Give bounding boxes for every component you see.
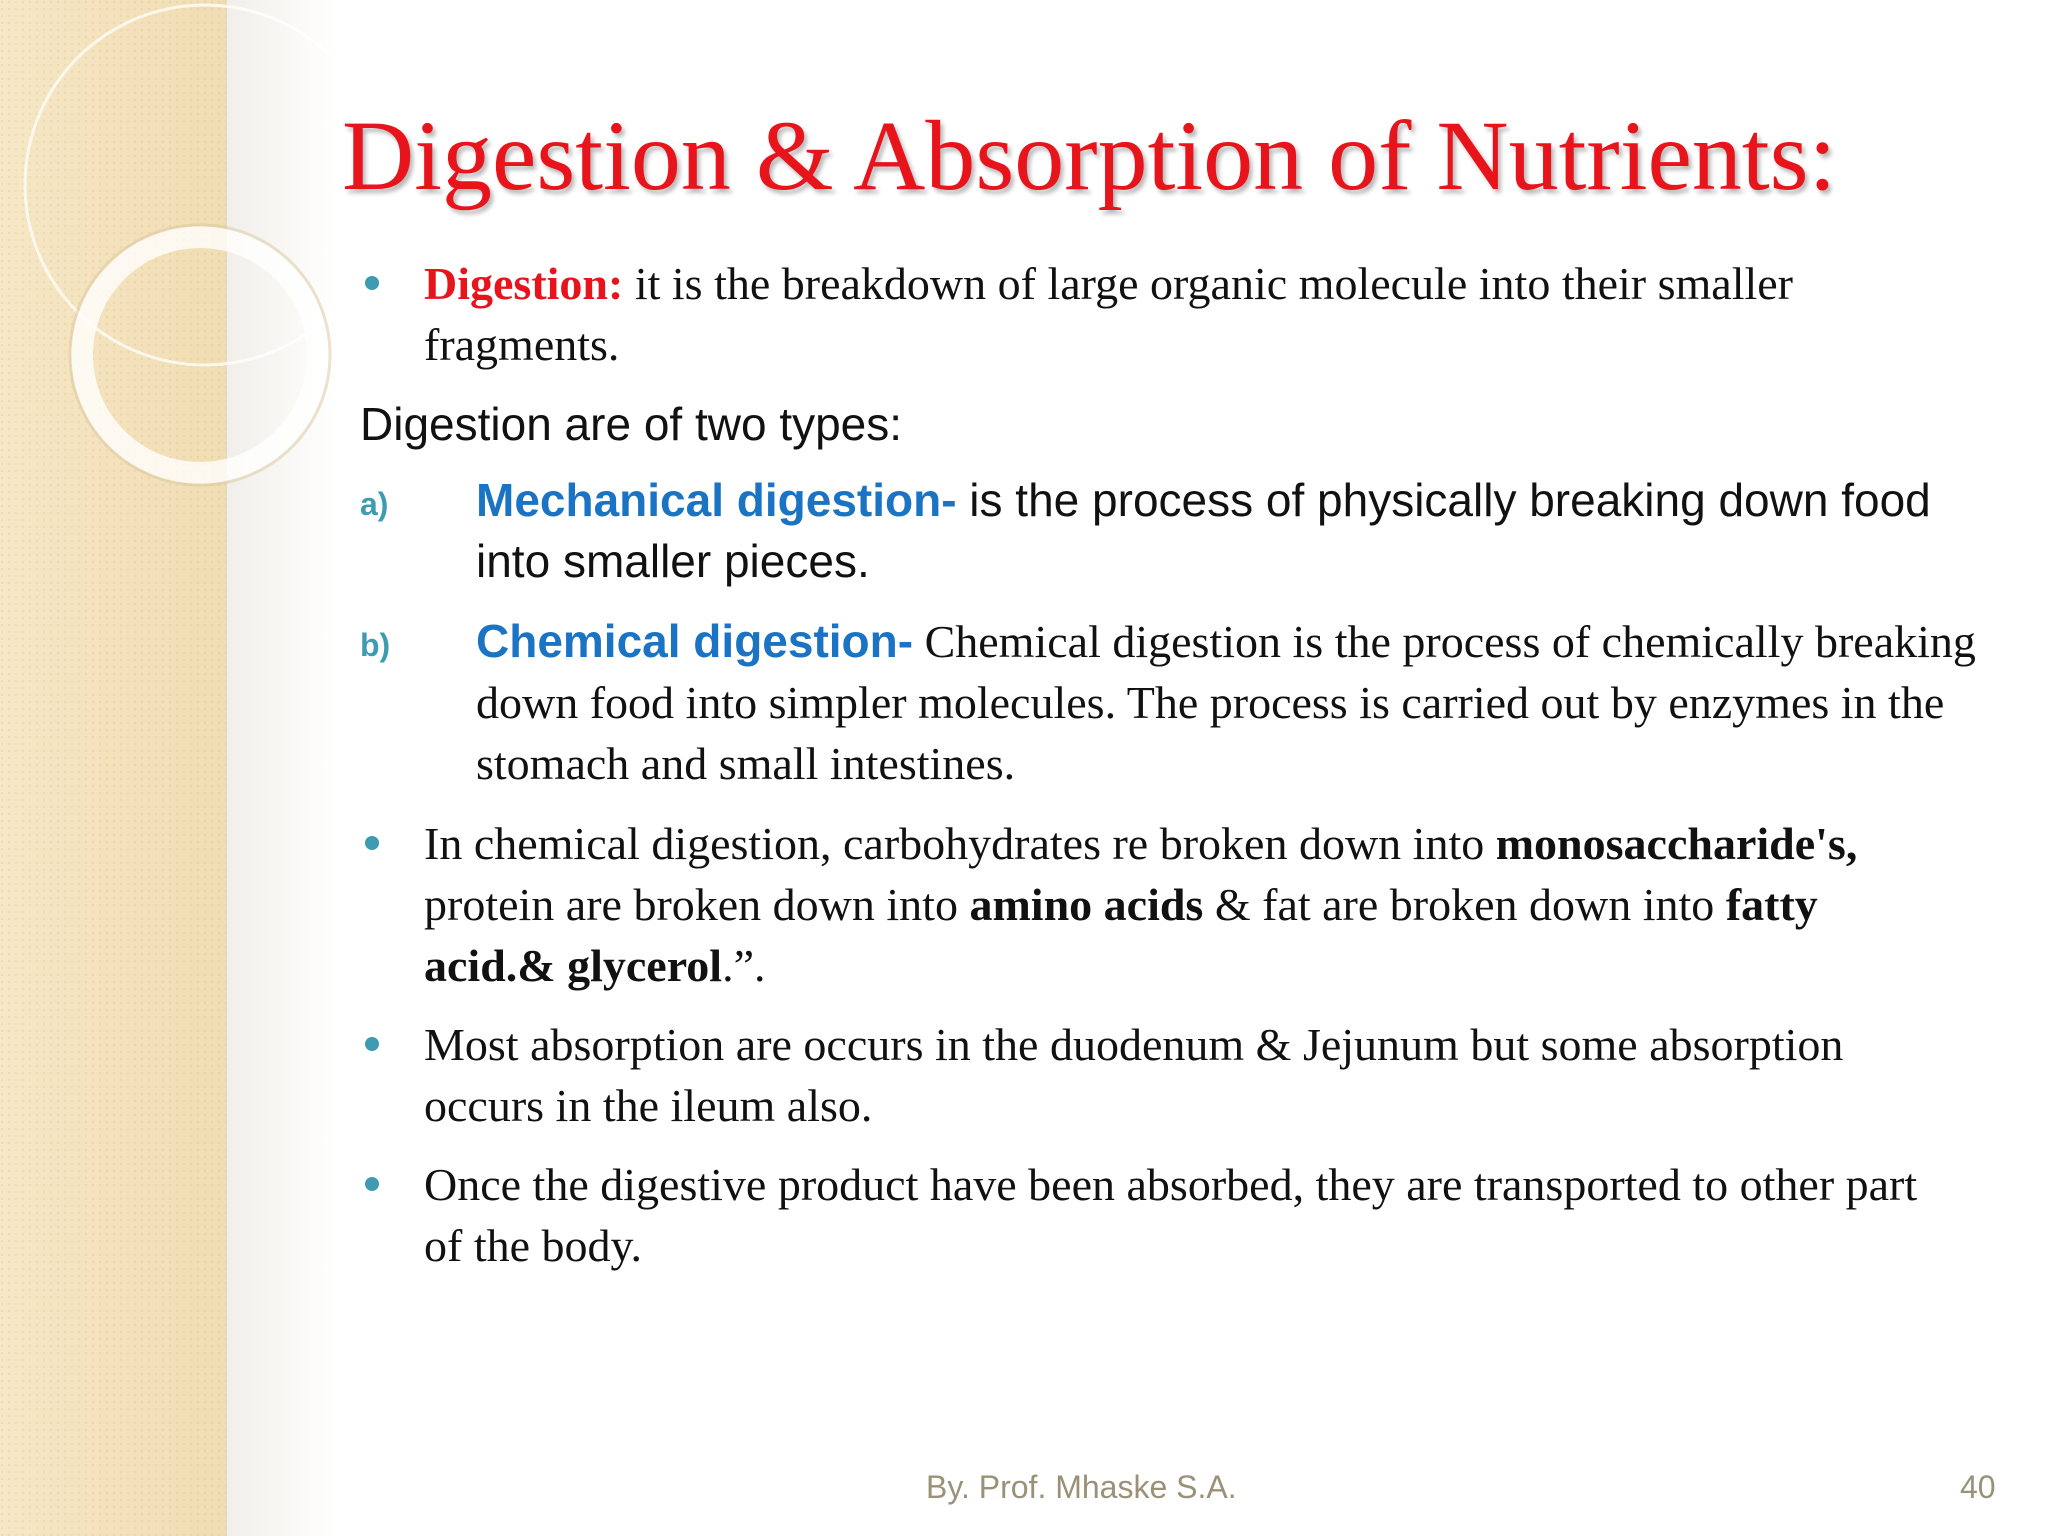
digestion-definition-text: it is the breakdown of large organic molecule into their smaller fragments. bbox=[424, 258, 1794, 370]
amino-acids-term: amino acids bbox=[969, 879, 1204, 930]
bullet-dot bbox=[365, 1037, 379, 1051]
slide-title: Digestion & Absorption of Nutrients: bbox=[342, 100, 1837, 211]
bullet-dot bbox=[365, 1177, 379, 1191]
mechanical-digestion-term: Mechanical digestion- bbox=[476, 474, 957, 526]
chemical-digestion-item bbox=[476, 611, 1976, 794]
monosaccharides-term: monosaccharide's, bbox=[1495, 818, 1858, 869]
fatty-acid-glycerol-term: fatty acid.& glycerol bbox=[424, 879, 1818, 991]
chemical-digestion-text: Chemical digestion is the process of chemically breaking down food into simpler molecules. The process is carried out by enzymes in the stomach and small intestines. bbox=[476, 616, 1976, 789]
bullet-dot bbox=[365, 276, 379, 290]
chemical-products-text-1: In chemical digestion, carbohydrates re broken down into bbox=[424, 818, 1496, 869]
bullet-digestion-definition bbox=[424, 253, 1984, 375]
bullet-absorption-site: Most absorption are occurs in the duodenum & Jejunum but some absorption occurs in the ileum also. bbox=[424, 1019, 1844, 1131]
footer-page-number: 40 bbox=[1960, 1469, 1996, 1505]
mechanical-digestion-text: is the process of physically breaking down food into smaller pieces. bbox=[476, 474, 1931, 587]
chemical-products-text-4: .”. bbox=[722, 940, 766, 991]
chemical-products-text-3: & fat are broken down into bbox=[1203, 879, 1726, 930]
chemical-digestion-term: Chemical digestion- bbox=[476, 615, 914, 667]
bullet-dot bbox=[365, 836, 379, 850]
list-marker-b: b) bbox=[360, 627, 391, 663]
digestion-types-heading: Digestion are of two types: bbox=[360, 398, 903, 450]
mechanical-digestion-item bbox=[476, 470, 2016, 592]
digestion-term: Digestion: bbox=[424, 258, 624, 309]
chemical-products-text-2: protein are broken down into bbox=[424, 879, 970, 930]
bullet-transport: Once the digestive product have been absorbed, they are transported to other part of the body. bbox=[424, 1159, 1918, 1271]
list-marker-a: a) bbox=[360, 486, 389, 522]
footer-author: By. Prof. Mhaske S.A. bbox=[926, 1469, 1237, 1505]
bullet-chemical-products bbox=[424, 813, 1944, 996]
